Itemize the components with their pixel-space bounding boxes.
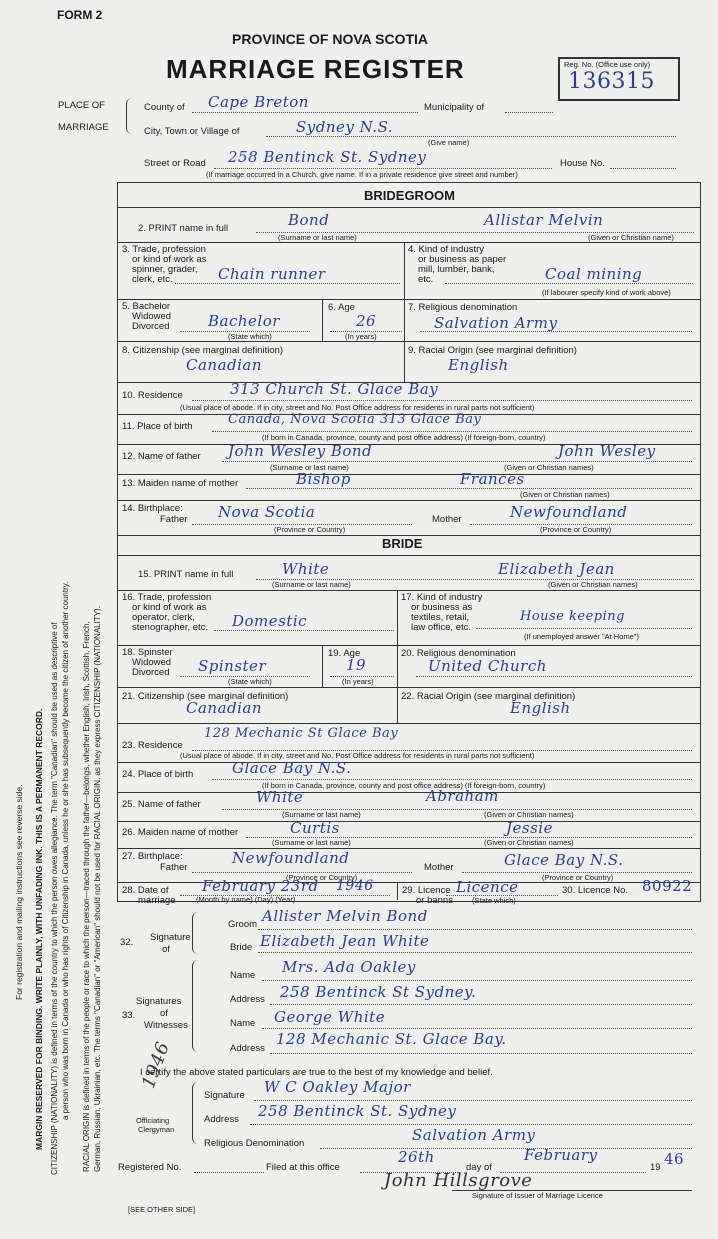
see-other-side: [SEE OTHER SIDE] [128,1205,196,1214]
clergy-signature: W C Oakley Major [264,1078,411,1096]
rule [397,687,398,723]
bride-trade: Domestic [232,612,308,630]
groom-status-sub: (State which) [228,332,272,341]
bride-father-given-sub: (Given or Christian names) [484,810,574,819]
witness-label-1: Signatures [136,996,182,1007]
witness-num: 33. [122,1010,136,1021]
groom-residence-label: 10. Residence [122,390,183,401]
clergy-signature-label: Signature [204,1090,245,1101]
bride-birthplace-sub: (If born in Canada, province, county and post office address) (If foreign-born, country) [262,781,546,790]
licence-banns-label: 29. Licence [402,885,451,896]
rule [117,474,700,475]
witness1-address: 258 Bentinck St Sydney. [280,983,477,1001]
line [262,980,692,981]
margin-line-3: CITIZENSHIP (NATIONALITY) is defined in terms of the country to which the person owes allegiance. The term "Canadian" should be used as descriptive of [50,622,59,1175]
groom-name-label: 2. PRINT name in full [138,223,229,234]
sig-32-label: Signature [150,932,191,943]
rule [397,645,398,687]
bride-status: Spinster [198,657,267,675]
groom-given-sub: (Given or Christian name) [588,233,674,242]
bride-father-birthplace-label: Father [160,862,188,873]
line [320,1148,692,1149]
reg-no-box [558,57,680,101]
officiating-label-2: Clergyman [138,1125,175,1134]
rule [404,341,405,382]
groom-citizenship: Canadian [186,356,263,374]
marriage-date-label: 28. Date of [122,885,169,896]
bride-religion: United Church [428,657,547,675]
rule [117,687,700,688]
groom-surname-sub: (Surname or last name) [278,233,357,242]
bride-given: Elizabeth Jean [498,560,615,578]
marriage-date-sub: (Month by name) (Day) (Year) [196,895,296,904]
clergy-religion-label: Religious Denomination [204,1138,305,1149]
street-value: 258 Bentinck St. Sydney [228,148,427,166]
groom-given: Allistar Melvin [484,211,604,229]
county-value: Cape Breton [208,93,309,111]
bride-heading: BRIDE [382,536,423,551]
groom-father-given: John Wesley [558,442,656,460]
witness-label-2: Witnesses [144,1020,188,1031]
margin-line-1: For registration and mailing instructions see reverse side. [14,784,24,1000]
bride-industry: House keeping [520,609,625,624]
street-line [214,168,552,169]
rule [404,242,405,299]
groom-surname: Bond [288,211,330,229]
bride-age: 19 [346,656,367,674]
rule [404,299,405,341]
filed-month: February [524,1146,598,1164]
licence-or-banns: Licence [456,878,519,896]
groom-father-surname-sub: (Surname or last name) [270,463,349,472]
bride-surname: White [282,560,330,578]
line [258,952,692,953]
bride-father-given: Abraham [426,787,499,805]
rule [117,848,700,849]
filed-year-prefix: 19 [650,1162,661,1173]
line [212,431,692,432]
witness2-address: 128 Mechanic St. Glace Bay. [276,1030,507,1048]
officiating-label-1: Officiating [136,1116,170,1125]
page-title: MARRIAGE REGISTER [166,54,465,84]
sig-32-num: 32. [120,937,134,948]
line [214,630,394,631]
groom-father-birthplace: Nova Scotia [218,503,316,521]
bridegroom-heading: BRIDEGROOM [364,188,455,203]
bride-father-label: 25. Name of father [122,799,201,810]
house-no-line [610,168,676,169]
groom-age-label: 6. Age [328,302,355,313]
rule [117,242,700,243]
groom-birthplace: Canada, Nova Scotia 313 Glace Bay [228,412,482,427]
bride-residence: 128 Mechanic St Glace Bay [204,726,399,741]
groom-industry-label: 4. Kind of industry or business as paper mill, lumber, bank, etc. [408,244,507,285]
rule [397,590,398,645]
line [212,779,692,780]
rule [117,590,700,591]
rule [117,299,700,300]
groom-residence: 313 Church St. Glace Bay [230,380,439,398]
margin-line-2: MARGIN RESERVED FOR BINDING. WRITE PLAINLY, WITH UNFADING INK. THIS IS A PERMANENT RECORD. [34,708,44,1150]
groom-f14-sub2: (Province or Country) [540,525,612,534]
line [270,1004,692,1005]
issuer-label: Signature of Issuer of Marriage Licence [472,1191,603,1200]
bride-f27-sub2: (Province or Country) [542,873,614,882]
groom-father-label: 12. Name of father [122,451,201,462]
line [250,1124,692,1125]
bride-trade-label: 16. Trade, profession or kind of work as operator, clerk, stenographer, etc. [122,592,212,633]
bride-industry-label: 17. Kind of industry or business as textiles, retail, law office, etc. [401,592,483,633]
give-name-note: (Give name) [428,138,470,147]
bride-surname-sub: (Surname or last name) [272,580,351,589]
clergy-religion: Salvation Army [412,1126,536,1144]
street-label: Street or Road [144,158,206,169]
margin-line-4: a person who was born in Canada or who has rights of Citizenship in Canada, unless he or she has subsequently become the citizen of another country. [61,581,70,1120]
line [192,400,692,401]
line [445,283,693,284]
brace [192,1082,201,1144]
groom-mother-given-sub: (Given or Christian names) [520,490,610,499]
groom-father-surname: John Wesley Bond [228,442,373,460]
bride-status-label: 18. Spinster Widowed Divorced [122,647,173,678]
rule [117,555,700,556]
line [246,488,692,489]
registered-no-label: Registered No. [118,1162,182,1173]
municipality-label: Municipality of [424,102,485,113]
rule [322,299,323,341]
reg-no-value: 136315 [568,69,655,94]
licence-no-label: 30. Licence No. [562,885,629,896]
witness2-address-label: Address [230,1043,265,1054]
groom-signature: Allister Melvin Bond [262,907,428,925]
county-label: County of [144,102,185,113]
groom-father-given-sub: (Given or Christian names) [504,463,594,472]
bride-mother-surname-sub: (Surname or last name) [272,838,351,847]
witness1-name: Mrs. Ada Oakley [282,958,416,976]
bride-mother-given-sub: (Given or Christian names) [484,838,574,847]
bride-father-surname-sub: (Surname or last name) [282,810,361,819]
issuer-signature: John Hillsgrove [384,1170,533,1191]
groom-birthplace-sub: (If born in Canada, province, county and post office address) (If foreign-born, country) [262,433,546,442]
bride-sig-label: Bride [230,942,253,953]
bride-mother-surname: Curtis [290,819,340,837]
groom-father-birthplace-label: Father [160,514,188,525]
bride-residence-label: 23. Residence [122,740,183,751]
rule [322,645,323,687]
groom-f14-sub1: (Province or Country) [274,525,346,534]
line [262,1028,692,1029]
province-heading: PROVINCE OF NOVA SCOTIA [232,31,429,47]
bride-signature: Elizabeth Jean White [260,932,430,950]
witness-of: of [160,1008,168,1019]
bride-father-birthplace: Newfoundland [232,849,350,867]
witness1-name-label: Name [230,970,256,981]
line [194,1172,264,1173]
groom-residence-sub: (Usual place of abode. If in city, street and No. Post Office address for residents in rural parts not sufficient) [180,403,535,412]
groom-industry-sub: (If labourer specify kind of work above) [542,288,671,297]
bride-given-sub: (Given or Christian names) [548,580,638,589]
filed-label: Filed at this office [266,1162,340,1173]
groom-trade-label: 3. Trade, profession or kind of work as spinner, grader, clerk, etc. [122,244,207,285]
filed-day: 26th [398,1148,435,1166]
house-no-label: House No. [560,158,605,169]
bride-status-sub: (State which) [228,677,272,686]
groom-birthplace-parents-label: 14. Birthplace: [122,503,183,514]
clergy-address-label: Address [204,1114,239,1125]
brace [192,960,201,1052]
licence-banns-sub: (State which) [472,896,516,905]
bride-f27-sub1: (Province or Country) [286,873,358,882]
place-label-2: MARRIAGE [58,122,109,133]
marriage-month-day: February 23rd [202,877,319,895]
rule [117,821,700,822]
rule [117,645,700,646]
bride-mother-label: 26. Maiden name of mother [122,827,239,838]
line [222,461,692,462]
groom-mother-given: Frances [460,470,525,488]
groom-age: 26 [356,312,377,330]
filed-day-of-label: day of [466,1162,492,1173]
groom-mother-surname: Bishop [296,470,351,488]
brace [192,912,201,954]
bride-citizenship-label: 21. Citizenship (see marginal definition) [122,691,289,702]
licence-no: 80922 [642,877,693,895]
bride-residence-sub: (Usual place of abode. If in city, street and No. Post Office address for residents in rural parts not sufficient) [180,751,535,760]
city-line [266,136,676,137]
bride-age-label: 19. Age [328,648,361,659]
groom-religion: Salvation Army [434,314,558,332]
city-label: City, Town or Village of [144,126,240,137]
bride-racial-label: 22. Racial Origin (see marginal definition) [401,691,576,702]
groom-mother-birthplace-label: Mother [432,514,462,525]
bride-birthplace-label: 24. Place of birth [122,769,194,780]
bride-industry-sub: (If unemployed answer "At Home") [524,632,639,641]
filed-year: 46 [664,1150,685,1168]
line [258,929,692,930]
groom-racial-label: 9. Racial Origin (see marginal definition) [408,345,577,356]
groom-birthplace-label: 11. Place of birth [122,421,193,432]
margin-line-6: German, Russian, Ukrainian, etc. The terms "Canadian" or "American" should not be used for RACIAL ORIGIN, as they express CITIZENSHIP (NATIONALITY). [93,606,102,1172]
line [175,283,400,284]
certify-text: I certify the above stated particulars are true to the best of my knowledge and belief. [140,1067,493,1078]
rule [117,792,700,793]
bride-name-label: 15. PRINT name in full [138,569,234,580]
witness2-name: George White [274,1008,386,1026]
place-brace [126,98,135,134]
line [476,628,692,629]
bride-mother-birthplace-label: Mother [424,862,454,873]
margin-mark: 1946 [138,1039,175,1092]
bride-birthplace: Glace Bay N.S. [232,759,352,777]
groom-racial: English [448,356,509,374]
clergy-address: 258 Bentinck St. Sydney [258,1102,457,1120]
rule [117,762,700,763]
groom-sig-label: Groom [228,919,258,930]
marriage-year: 1946 [336,878,374,894]
groom-status: Bachelor [208,312,280,330]
groom-industry: Coal mining [545,265,643,283]
bride-citizenship: Canadian [186,699,263,717]
witness1-address-label: Address [230,994,265,1005]
rule [117,341,700,342]
groom-age-sub: (In years) [345,332,377,341]
form-number: FORM 2 [57,8,103,22]
bride-birthplace-parents-label: 27. Birthplace: [122,851,183,862]
rule [117,500,700,501]
rule [117,207,700,208]
rule [117,723,700,724]
city-value: Sydney N.S. [296,118,394,136]
sig-32-of: of [162,944,170,955]
bride-age-sub: (In years) [342,677,374,686]
line [416,676,692,677]
groom-status-label: 5. Bachelor Widowed Divorced [122,301,172,332]
margin-line-5: RACIAL ORIGIN is defined in terms of the people or race to which the person—traced through the father—belongs, whether English, Irish, Scottish, French, [82,621,91,1172]
reg-no-label: Reg. No. (Office use only) [564,60,651,69]
bride-religion-label: 20. Religious denomination [401,648,516,659]
bride-racial: English [510,699,571,717]
county-line [192,112,418,113]
rule [397,882,398,900]
church-note: (If marriage occurred in a Church, give name. If in a private residence give street and number) [206,170,518,179]
groom-trade: Chain runner [218,265,326,283]
witness2-name-label: Name [230,1018,256,1029]
groom-citizenship-label: 8. Citizenship (see marginal definition) [122,345,284,356]
groom-mother-label: 13. Maiden name of mother [122,478,239,489]
groom-mother-birthplace: Newfoundland [510,503,628,521]
municipality-line [505,112,553,113]
groom-religion-label: 7. Religious denomination [408,302,518,313]
licence-banns-label-2: or banns [416,895,453,906]
marriage-date-label-2: marriage [138,895,176,906]
line [270,1053,692,1054]
bride-mother-given: Jessie [506,819,553,837]
bride-mother-birthplace: Glace Bay N.S. [504,851,624,869]
place-label-1: PLACE OF [58,100,105,111]
line [254,1100,692,1101]
bride-father-surname: White [256,788,304,806]
